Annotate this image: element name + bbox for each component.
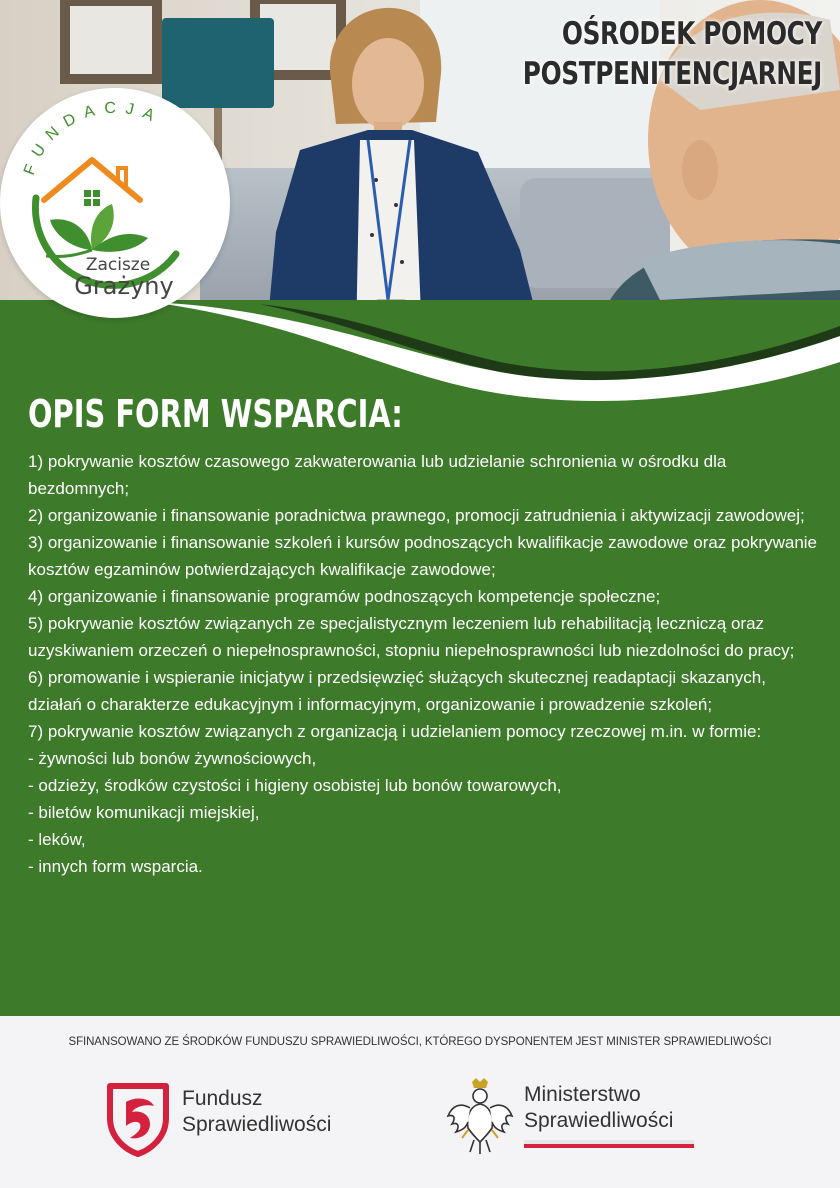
list-item: 6) promowanie i wspieranie inicjatyw i przedsięwzięć służących skutecznej readaptacji skazanych, działań o charakterze edukacyjnym i informacyjnym, organizowanie i prowadzenie szkoleń; [28,668,766,714]
logo-name-line-1: Zacisze [85,255,151,275]
list-item: - biletów komunikacji miejskiej, [28,803,260,822]
list-item: 1) pokrywanie kosztów czasowego zakwaterowania lub udzielanie schronienia w ośrodku dla bezdomnych; [28,452,727,498]
center-title [523,14,822,94]
fundusz-name-line-1: Fundusz [182,1087,263,1110]
fundusz-name [182,1086,331,1138]
center-title-line-2: POSTPENITENCJARNEJ [522,56,822,92]
logo-arc-text: FUNDACJA [20,99,165,178]
fundusz-shield-icon [106,1082,170,1158]
eagle-emblem-icon [444,1076,516,1156]
list-item: 7) pokrywanie kosztów związanych z organizacją i udzielaniem pomocy rzeczowej m.in. w formie: [28,722,762,741]
footer [0,1016,840,1188]
list-item: 4) organizowanie i finansowanie programów podnoszących kompetencje społeczne; [28,587,661,606]
logo-name-line-2: Grażyny [74,272,174,300]
list-item: 3) organizowanie i finansowanie szkoleń i kursów podnoszących kwalifikacje zawodowe oraz pokrywanie kosztów egzaminów potwierdzających kwalifikacje zawodowe; [28,533,818,579]
ministerstwo-name-line-1: Ministerstwo [524,1083,641,1106]
ministerstwo-name [524,1082,673,1134]
fundusz-name-line-2: Sprawiedliwości [182,1113,332,1136]
support-forms-list [28,448,818,880]
section-title: OPIS FORM WSPARCIA: [28,392,403,436]
list-item: - odzieży, środków czystości i higieny osobistej lub bonów towarowych, [28,776,562,795]
list-item: - innych form wsparcia. [28,857,203,876]
list-item: - leków, [28,830,86,849]
ministerstwo-name-line-2: Sprawiedliwości [524,1109,674,1132]
list-item: - żywności lub bonów żywnościowych, [28,749,317,768]
fundacja-logo [0,88,230,318]
center-title-line-1: OŚRODEK POMOCY [561,16,822,52]
polish-flag-bar [524,1140,694,1148]
list-item: 5) pokrywanie kosztów związanych ze specjalistycznym leczeniem lub rehabilitacją leczniczą oraz uzyskiwaniem orzeczeń o niepełnosprawności, stopniu niepełnosprawności lub niezdolności do pracy; [28,614,795,660]
funding-note: SFINANSOWANO ZE ŚRODKÓW FUNDUSZU SPRAWIEDLIWOŚCI, KTÓREGO DYSPONENTEM JEST MINISTER SPRAWIEDLIWOŚCI [68,1036,772,1048]
list-item: 2) organizowanie i finansowanie poradnictwa prawnego, promocji zatrudnienia i aktywizacji zawodowej; [28,506,805,525]
